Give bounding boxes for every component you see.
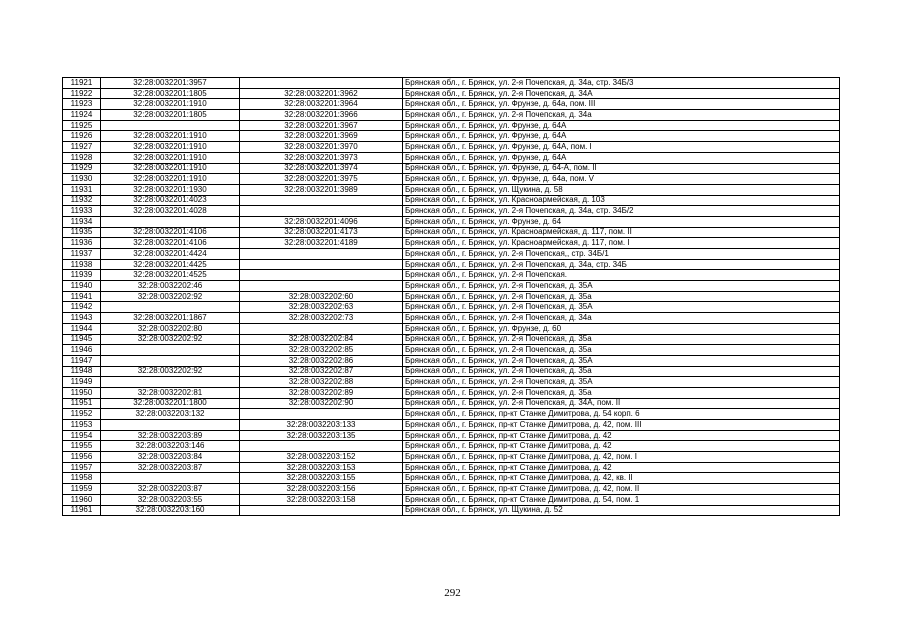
- row-number-cell: 11922: [63, 88, 101, 99]
- page-number: 292: [444, 587, 461, 599]
- object-cadastral-cell: [240, 249, 403, 260]
- parcel-cadastral-cell: [101, 355, 240, 366]
- address-cell: Брянская обл., г. Брянск, ул. Фрунзе, д. 64А: [403, 120, 840, 131]
- row-number-cell: 11951: [63, 398, 101, 409]
- row-number-cell: 11944: [63, 323, 101, 334]
- table-row: [63, 334, 840, 345]
- object-cadastral-cell: 32:28:0032202:73: [240, 313, 403, 324]
- object-cadastral-cell: [240, 195, 403, 206]
- table-row: [63, 131, 840, 142]
- parcel-cadastral-cell: [101, 302, 240, 313]
- object-cadastral-cell: 32:28:0032201:3973: [240, 152, 403, 163]
- table-row: [63, 398, 840, 409]
- table-row: [63, 270, 840, 281]
- object-cadastral-cell: 32:28:0032203:155: [240, 473, 403, 484]
- table-row: [63, 227, 840, 238]
- table-row: [63, 216, 840, 227]
- parcel-cadastral-cell: 32:28:0032201:1867: [101, 313, 240, 324]
- table-row: [63, 110, 840, 121]
- table-row: [63, 355, 840, 366]
- object-cadastral-cell: [240, 281, 403, 292]
- parcel-cadastral-cell: 32:28:0032201:1910: [101, 174, 240, 185]
- object-cadastral-cell: 32:28:0032203:153: [240, 462, 403, 473]
- row-number-cell: 11942: [63, 302, 101, 313]
- row-number-cell: 11927: [63, 142, 101, 153]
- address-cell: Брянская обл., г. Брянск, пр-кт Станке Димитрова, д. 42: [403, 441, 840, 452]
- address-cell: Брянская обл., г. Брянск, ул. 2-я Почепская, д. 35а: [403, 345, 840, 356]
- row-number-cell: 11958: [63, 473, 101, 484]
- object-cadastral-cell: 32:28:0032201:3964: [240, 99, 403, 110]
- parcel-cadastral-cell: 32:28:0032201:1910: [101, 163, 240, 174]
- row-number-cell: 11957: [63, 462, 101, 473]
- object-cadastral-cell: 32:28:0032201:4096: [240, 216, 403, 227]
- parcel-cadastral-cell: 32:28:0032201:1910: [101, 142, 240, 153]
- table-row: [63, 281, 840, 292]
- address-cell: Брянская обл., г. Брянск, ул. Красноармейская, д. 103: [403, 195, 840, 206]
- row-number-cell: 11953: [63, 420, 101, 431]
- table-row: [63, 462, 840, 473]
- table-row: [63, 494, 840, 505]
- parcel-cadastral-cell: 32:28:0032202:92: [101, 366, 240, 377]
- address-cell: Брянская обл., г. Брянск, ул. 2-я Почепская, д. 35А: [403, 281, 840, 292]
- table-row: [63, 420, 840, 431]
- object-cadastral-cell: 32:28:0032201:3962: [240, 88, 403, 99]
- address-cell: Брянская обл., г. Брянск, пр-кт Станке Димитрова, д. 54, пом. 1: [403, 494, 840, 505]
- address-cell: Брянская обл., г. Брянск, ул. Фрунзе, д. 64А: [403, 131, 840, 142]
- row-number-cell: 11925: [63, 120, 101, 131]
- object-cadastral-cell: [240, 505, 403, 516]
- row-number-cell: 11921: [63, 78, 101, 89]
- parcel-cadastral-cell: 32:28:0032202:80: [101, 323, 240, 334]
- parcel-cadastral-cell: 32:28:0032201:4424: [101, 249, 240, 260]
- row-number-cell: 11931: [63, 184, 101, 195]
- object-cadastral-cell: [240, 441, 403, 452]
- row-number-cell: 11947: [63, 355, 101, 366]
- address-cell: Брянская обл., г. Брянск, ул. 2-я Почепская,, стр. 34Б/1: [403, 249, 840, 260]
- parcel-cadastral-cell: 32:28:0032203:132: [101, 409, 240, 420]
- address-cell: Брянская обл., г. Брянск, ул. Фрунзе, д. 64-А, пом. II: [403, 163, 840, 174]
- address-cell: Брянская обл., г. Брянск, ул. 2-я Почепская, д. 35а: [403, 291, 840, 302]
- table-row: [63, 484, 840, 495]
- table-row: [63, 430, 840, 441]
- table-row: [63, 174, 840, 185]
- table-row: [63, 259, 840, 270]
- row-number-cell: 11924: [63, 110, 101, 121]
- table-row: [63, 195, 840, 206]
- row-number-cell: 11938: [63, 259, 101, 270]
- object-cadastral-cell: 32:28:0032202:88: [240, 377, 403, 388]
- parcel-cadastral-cell: 32:28:0032203:55: [101, 494, 240, 505]
- address-cell: Брянская обл., г. Брянск, ул. 2-я Почепская, д. 35а: [403, 387, 840, 398]
- row-number-cell: 11929: [63, 163, 101, 174]
- parcel-cadastral-cell: 32:28:0032201:4106: [101, 227, 240, 238]
- parcel-cadastral-cell: 32:28:0032203:87: [101, 462, 240, 473]
- address-cell: Брянская обл., г. Брянск, ул. 2-я Почепская, д. 35А: [403, 302, 840, 313]
- table-row: [63, 184, 840, 195]
- object-cadastral-cell: 32:28:0032203:152: [240, 452, 403, 463]
- parcel-cadastral-cell: 32:28:0032201:4525: [101, 270, 240, 281]
- row-number-cell: 11937: [63, 249, 101, 260]
- row-number-cell: 11949: [63, 377, 101, 388]
- address-cell: Брянская обл., г. Брянск, пр-кт Станке Димитрова, д. 42, пом. III: [403, 420, 840, 431]
- row-number-cell: 11932: [63, 195, 101, 206]
- object-cadastral-cell: [240, 409, 403, 420]
- table-row: [63, 206, 840, 217]
- object-cadastral-cell: [240, 259, 403, 270]
- parcel-cadastral-cell: 32:28:0032201:4023: [101, 195, 240, 206]
- object-cadastral-cell: 32:28:0032201:3966: [240, 110, 403, 121]
- table-row: [63, 377, 840, 388]
- table-row: [63, 409, 840, 420]
- address-cell: Брянская обл., г. Брянск, ул. 2-я Почепская, д. 34а, стр. 34Б: [403, 259, 840, 270]
- row-number-cell: 11928: [63, 152, 101, 163]
- parcel-cadastral-cell: 32:28:0032201:1930: [101, 184, 240, 195]
- parcel-cadastral-cell: 32:28:0032201:4425: [101, 259, 240, 270]
- address-cell: Брянская обл., г. Брянск, ул. Щукина, д. 52: [403, 505, 840, 516]
- object-cadastral-cell: 32:28:0032202:60: [240, 291, 403, 302]
- object-cadastral-cell: [240, 270, 403, 281]
- object-cadastral-cell: 32:28:0032202:87: [240, 366, 403, 377]
- object-cadastral-cell: [240, 323, 403, 334]
- object-cadastral-cell: 32:28:0032202:89: [240, 387, 403, 398]
- object-cadastral-cell: 32:28:0032201:3967: [240, 120, 403, 131]
- address-cell: Брянская обл., г. Брянск, ул. 2-я Почепская, д. 35А: [403, 377, 840, 388]
- row-number-cell: 11935: [63, 227, 101, 238]
- row-number-cell: 11930: [63, 174, 101, 185]
- table-row: [63, 345, 840, 356]
- table-row: [63, 387, 840, 398]
- table-row: [63, 163, 840, 174]
- address-cell: Брянская обл., г. Брянск, пр-кт Станке Димитрова, д. 42, кв. II: [403, 473, 840, 484]
- parcel-cadastral-cell: 32:28:0032201:4028: [101, 206, 240, 217]
- object-cadastral-cell: 32:28:0032201:4189: [240, 238, 403, 249]
- parcel-cadastral-cell: 32:28:0032201:1910: [101, 131, 240, 142]
- parcel-cadastral-cell: 32:28:0032201:1805: [101, 88, 240, 99]
- row-number-cell: 11941: [63, 291, 101, 302]
- table-row: [63, 323, 840, 334]
- row-number-cell: 11940: [63, 281, 101, 292]
- parcel-cadastral-cell: 32:28:0032202:92: [101, 291, 240, 302]
- address-cell: Брянская обл., г. Брянск, ул. Щукина, д. 58: [403, 184, 840, 195]
- parcel-cadastral-cell: 32:28:0032202:92: [101, 334, 240, 345]
- object-cadastral-cell: 32:28:0032201:3974: [240, 163, 403, 174]
- address-cell: Брянская обл., г. Брянск, ул. 2-я Почепская, д. 34а: [403, 313, 840, 324]
- address-cell: Брянская обл., г. Брянск, пр-кт Станке Димитрова, д. 42, пом. II: [403, 484, 840, 495]
- parcel-cadastral-cell: 32:28:0032203:89: [101, 430, 240, 441]
- parcel-cadastral-cell: 32:28:0032203:87: [101, 484, 240, 495]
- object-cadastral-cell: 32:28:0032202:86: [240, 355, 403, 366]
- row-number-cell: 11961: [63, 505, 101, 516]
- object-cadastral-cell: [240, 206, 403, 217]
- parcel-cadastral-cell: [101, 216, 240, 227]
- row-number-cell: 11959: [63, 484, 101, 495]
- table-row: [63, 473, 840, 484]
- row-number-cell: 11923: [63, 99, 101, 110]
- table-row: [63, 120, 840, 131]
- table-row: [63, 452, 840, 463]
- row-number-cell: 11946: [63, 345, 101, 356]
- parcel-cadastral-cell: 32:28:0032202:81: [101, 387, 240, 398]
- address-cell: Брянская обл., г. Брянск, ул. Фрунзе, д. 64А, пом. I: [403, 142, 840, 153]
- row-number-cell: 11943: [63, 313, 101, 324]
- object-cadastral-cell: 32:28:0032202:63: [240, 302, 403, 313]
- address-cell: Брянская обл., г. Брянск, ул. Фрунзе, д. 60: [403, 323, 840, 334]
- table-row: [63, 366, 840, 377]
- parcel-cadastral-cell: 32:28:0032203:84: [101, 452, 240, 463]
- row-number-cell: 11933: [63, 206, 101, 217]
- row-number-cell: 11954: [63, 430, 101, 441]
- address-cell: Брянская обл., г. Брянск, ул. 2-я Почепская, д. 35а: [403, 334, 840, 345]
- object-cadastral-cell: 32:28:0032203:133: [240, 420, 403, 431]
- address-cell: Брянская обл., г. Брянск, ул. Красноармейская, д. 117, пом. I: [403, 238, 840, 249]
- parcel-cadastral-cell: 32:28:0032201:1805: [101, 110, 240, 121]
- object-cadastral-cell: 32:28:0032202:90: [240, 398, 403, 409]
- parcel-cadastral-cell: 32:28:0032203:160: [101, 505, 240, 516]
- address-cell: Брянская обл., г. Брянск, ул. 2-я Почепская, д. 34А: [403, 88, 840, 99]
- parcel-cadastral-cell: 32:28:0032201:4106: [101, 238, 240, 249]
- object-cadastral-cell: 32:28:0032201:3969: [240, 131, 403, 142]
- row-number-cell: 11950: [63, 387, 101, 398]
- cadastral-table: [62, 77, 840, 516]
- parcel-cadastral-cell: [101, 345, 240, 356]
- row-number-cell: 11945: [63, 334, 101, 345]
- object-cadastral-cell: 32:28:0032202:84: [240, 334, 403, 345]
- parcel-cadastral-cell: [101, 120, 240, 131]
- parcel-cadastral-cell: 32:28:0032201:3957: [101, 78, 240, 89]
- row-number-cell: 11948: [63, 366, 101, 377]
- address-cell: Брянская обл., г. Брянск, ул. 2-я Почепская, д. 35а: [403, 366, 840, 377]
- cadastral-table-body: [63, 78, 840, 516]
- row-number-cell: 11955: [63, 441, 101, 452]
- address-cell: Брянская обл., г. Брянск, ул. Фрунзе, д. 64а, пом. III: [403, 99, 840, 110]
- table-row: [63, 249, 840, 260]
- object-cadastral-cell: 32:28:0032203:135: [240, 430, 403, 441]
- object-cadastral-cell: [240, 78, 403, 89]
- address-cell: Брянская обл., г. Брянск, ул. 2-я Почепская, д. 34А, пом. II: [403, 398, 840, 409]
- table-row: [63, 505, 840, 516]
- table-row: [63, 78, 840, 89]
- object-cadastral-cell: 32:28:0032201:3970: [240, 142, 403, 153]
- address-cell: Брянская обл., г. Брянск, ул. Фрунзе, д. 64: [403, 216, 840, 227]
- parcel-cadastral-cell: 32:28:0032202:46: [101, 281, 240, 292]
- table-row: [63, 142, 840, 153]
- object-cadastral-cell: 32:28:0032203:158: [240, 494, 403, 505]
- address-cell: Брянская обл., г. Брянск, пр-кт Станке Димитрова, д. 42, пом. I: [403, 452, 840, 463]
- table-row: [63, 88, 840, 99]
- row-number-cell: 11936: [63, 238, 101, 249]
- table-row: [63, 152, 840, 163]
- table-row: [63, 302, 840, 313]
- object-cadastral-cell: 32:28:0032203:156: [240, 484, 403, 495]
- parcel-cadastral-cell: 32:28:0032201:1910: [101, 152, 240, 163]
- address-cell: Брянская обл., г. Брянск, ул. Фрунзе, д. 64а, пом. V: [403, 174, 840, 185]
- address-cell: Брянская обл., г. Брянск, ул. 2-я Почепская, д. 34а, стр. 34Б/2: [403, 206, 840, 217]
- address-cell: Брянская обл., г. Брянск, ул. 2-я Почепская.: [403, 270, 840, 281]
- object-cadastral-cell: 32:28:0032202:85: [240, 345, 403, 356]
- table-row: [63, 313, 840, 324]
- parcel-cadastral-cell: [101, 377, 240, 388]
- address-cell: Брянская обл., г. Брянск, пр-кт Станке Димитрова, д. 42: [403, 462, 840, 473]
- parcel-cadastral-cell: 32:28:0032203:146: [101, 441, 240, 452]
- table-row: [63, 291, 840, 302]
- parcel-cadastral-cell: 32:28:0032201:1910: [101, 99, 240, 110]
- address-cell: Брянская обл., г. Брянск, ул. Красноармейская, д. 117, пом. II: [403, 227, 840, 238]
- row-number-cell: 11952: [63, 409, 101, 420]
- object-cadastral-cell: 32:28:0032201:3989: [240, 184, 403, 195]
- parcel-cadastral-cell: [101, 473, 240, 484]
- row-number-cell: 11934: [63, 216, 101, 227]
- row-number-cell: 11956: [63, 452, 101, 463]
- parcel-cadastral-cell: [101, 420, 240, 431]
- address-cell: Брянская обл., г. Брянск, пр-кт Станке Димитрова, д. 54 корп. 6: [403, 409, 840, 420]
- table-row: [63, 441, 840, 452]
- address-cell: Брянская обл., г. Брянск, ул. 2-я Почепская, д. 34а: [403, 110, 840, 121]
- address-cell: Брянская обл., г. Брянск, пр-кт Станке Димитрова, д. 42: [403, 430, 840, 441]
- row-number-cell: 11939: [63, 270, 101, 281]
- object-cadastral-cell: 32:28:0032201:3975: [240, 174, 403, 185]
- parcel-cadastral-cell: 32:28:0032201:1800: [101, 398, 240, 409]
- address-cell: Брянская обл., г. Брянск, ул. 2-я Почепская, д. 35А: [403, 355, 840, 366]
- object-cadastral-cell: 32:28:0032201:4173: [240, 227, 403, 238]
- address-cell: Брянская обл., г. Брянск, ул. Фрунзе, д. 64А: [403, 152, 840, 163]
- table-row: [63, 238, 840, 249]
- address-cell: Брянская обл., г. Брянск, ул. 2-я Почепская, д. 34а, стр. 34Б/3: [403, 78, 840, 89]
- row-number-cell: 11960: [63, 494, 101, 505]
- table-row: [63, 99, 840, 110]
- row-number-cell: 11926: [63, 131, 101, 142]
